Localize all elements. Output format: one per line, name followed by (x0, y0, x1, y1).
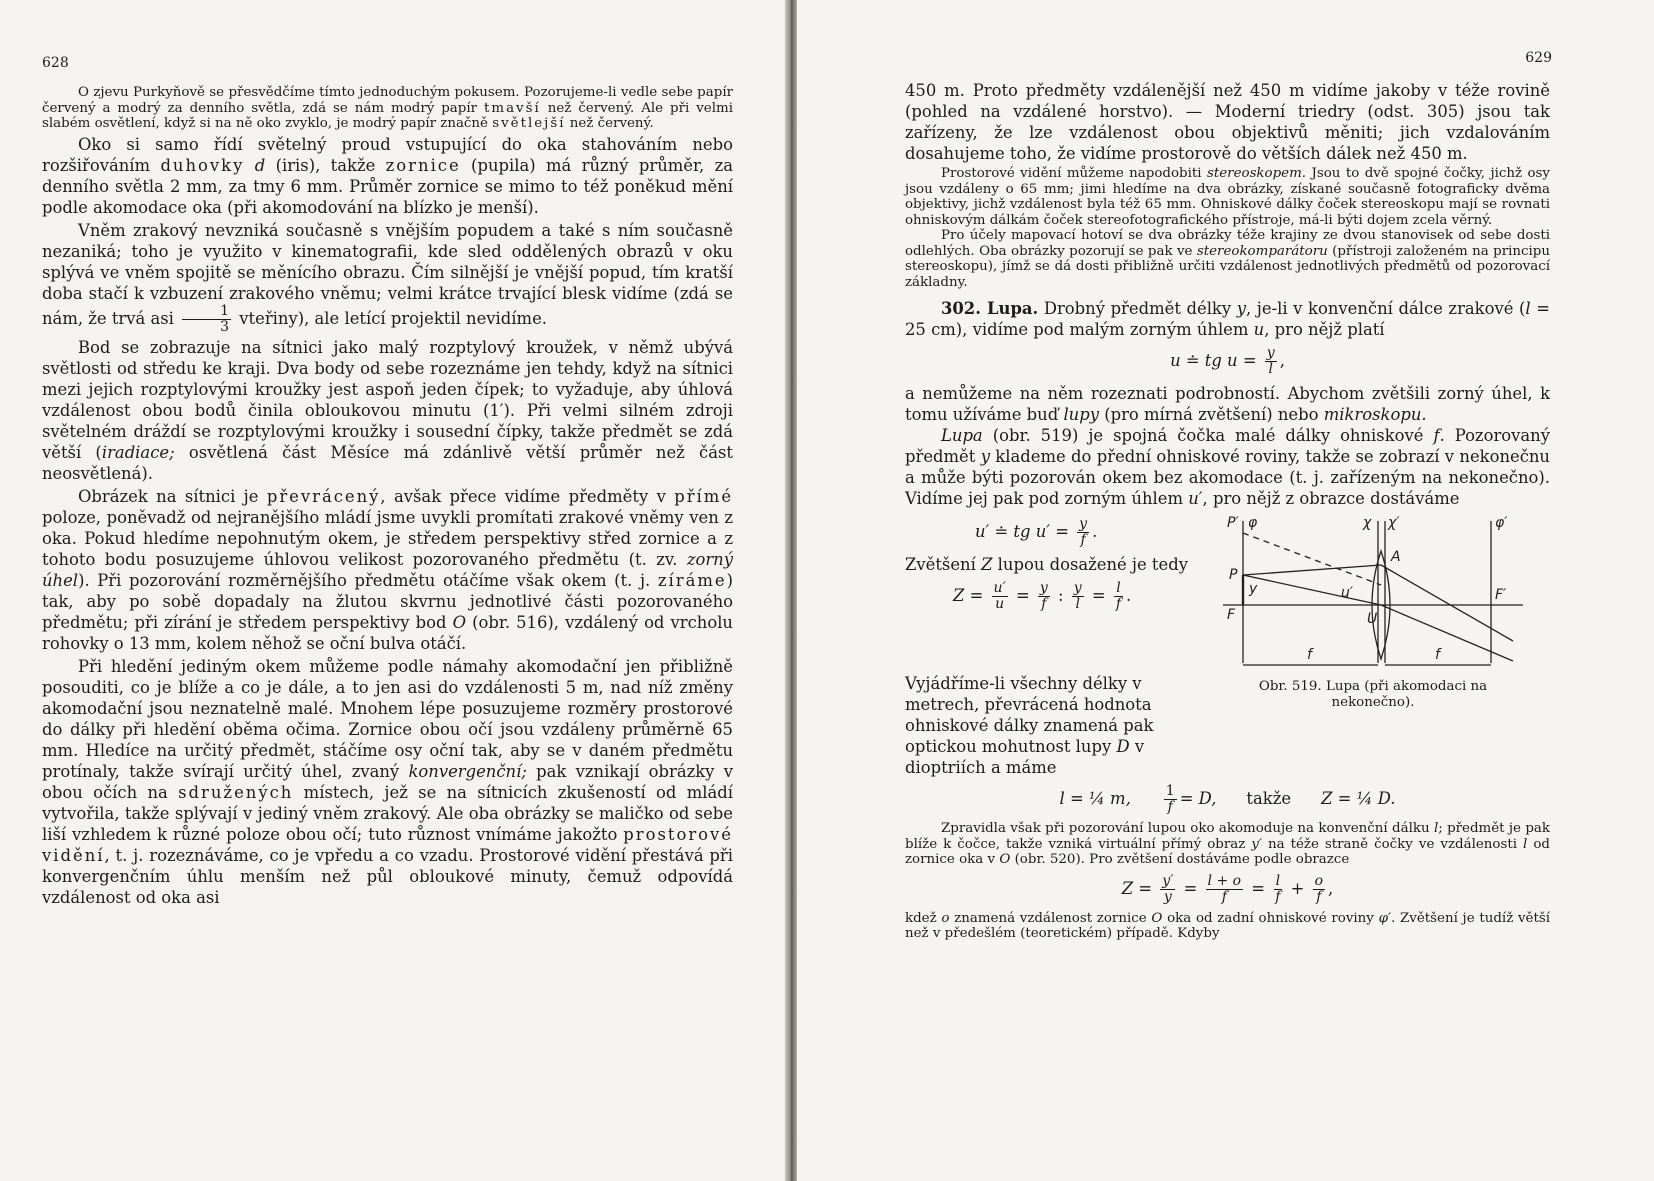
ray-1-out (1381, 565, 1513, 641)
paragraph-magnify: a nemůžeme na něm rozeznati podrobností. Abychom zvětšili zorný úhel, k tomu užíváme buď lupy (pro mírná zvětšení) nebo mikroskopu. (905, 384, 1550, 424)
paragraph-final: kdež o znamená vzdálenost zornice O oka od zadní ohniskové roviny φ′. Zvětšení je tudíž větší než v předešlém (teoretickém) případě. Kdyby (905, 910, 1550, 941)
lens-diagram (1223, 513, 1523, 673)
section-heading-lupa: 302. Lupa. (941, 299, 1039, 318)
label-a: A (1391, 549, 1401, 565)
paragraph-accommodation: Zpravidla však při pozorování lupou oko akomoduje na konvenční dálku l; předmět je pak blíže k čočce, takže vzniká virtuální přímý obraz y′ na téže straně čočky ve vzdálenosti l od zornice oka v O (obr. 520). Pro zvětšení dostáváme podle obrazce (905, 821, 1551, 867)
formula-u-prime: u′ ≐ tg u′ = $\frac{y}{f}$ . (975, 516, 1098, 548)
formula-visual-angle: u ≐ tg u = $\frac{y}{l}$ , (1170, 345, 1285, 377)
fraction-one-third: $\frac{1}{3}$ (182, 304, 231, 335)
label-f-prime: F′ (1495, 587, 1507, 603)
formula-diopter: l = ¼ m, $\frac{1}{f}$ = D, takže Z = ¼ D. (1059, 783, 1396, 815)
figure-519 (1223, 513, 1523, 710)
formula-accommodated: Z = $\frac{y'}{y}$ = $\frac{l + o}{f}$ = $\frac{l}{f}$ + $\frac{o}{f}$ , (1121, 872, 1334, 905)
figure-caption: Obr. 519. Lupa (při akomodaci na nekonečno). (1258, 679, 1488, 710)
label-phi: φ (1248, 515, 1258, 531)
paragraph-zvetseni: Zvětšení Z lupou dosažené je tedy (905, 555, 1188, 574)
book-gutter (785, 0, 797, 1181)
label-phi-prime: φ′ (1495, 515, 1508, 531)
label-y: y (1249, 581, 1258, 597)
ray-2-out (1381, 605, 1513, 661)
label-f-left: f (1307, 647, 1312, 663)
paragraph-pupil: Oko si samo řídí světelný proud vstupující do oka stahováním nebo rozšiřováním duhovky d (iris), takže zornice (pupila) má různý průměr, za denního světla 2 mm, za tmy 6 mm. Průměr zornice se mimo to též poněkud mění podle akomodace oka (při akomodování na blízko je menší). (42, 134, 734, 217)
paragraph-diopters: Vyjádříme-li všechny délky v metrech, převrácená hodnota ohniskové dálky znamená pak optickou mohutnost lupy D v dioptriích a máme (905, 674, 1154, 777)
ray-1 (1243, 565, 1381, 575)
right-page (797, 0, 1654, 1181)
formula-magnification: Z = $\frac{u'}{u}$ = $\frac{y}{f}$ : $\frac{y}{l}$ = $\frac{l}{f}$ . (953, 580, 1132, 612)
label-p-prime: P′ (1227, 515, 1239, 531)
paragraph-resolution: Bod se zobrazuje na sítnici jako malý rozptylový kroužek, v němž ubývá světlosti od středu ke kraji. Dva body od sebe rozeznáme jen tehdy, když na sítnici mezi jejich rozptylovými kroužky jest aspoň jeden čípek; to vyžaduje, aby úhlová vzdálenost obou bodů činila obloukovou minutu (1′). Při velmi silném zdroji světelném dráždí se rozptylovými kroužky i sousední čípky, takže předmět se zdá větší (iradiace; osvětlená část Měsíce má zdánlivě větší průměr než část neosvětlená). (42, 337, 734, 483)
label-f-right: f (1435, 647, 1440, 663)
label-u-prime: u′ (1341, 585, 1354, 601)
paragraph-stereoscope: Prostorové vidění můžeme napodobiti stereoskopem. Jsou to dvě spojné čočky, jichž osy jsou vzdáleny o 65 mm; jimi hledíme na dva obrázky, získané současně fotograficky dvěma objektivy, jichž vzdálenost byla též 65 mm. Ohniskové dálky čoček stereoskopu mají se rovnati ohniskovým dálkám čoček stereofotografického přístroje, má-li býti dojem zcela věrný. (905, 166, 1550, 228)
paragraph-section-302: 302. Lupa. Drobný předmět délky y, je-li v konvenční dálce zrakové (l = 25 cm), vidíme pod malým zorným úhlem u, pro nějž platí (905, 299, 1550, 339)
paragraph-inverted-image: Obrázek na sítnici je převrácený, avšak přece vidíme předměty v přímé poloze, poněvadž od nejranějšího mládí jsme uvykli promítati zrakové vněmy ven z oka. Pokud hledíme nepohnutým okem, je středem perspektivy střed zornice a z tohoto bodu posuzujeme úhlovou velikost pozorovaného předmětu (t. zv. zorný úhel). Při pozorování rozměrnějšího předmětu otáčíme však okem (t. j. zíráme) tak, aby po sobě dopadaly na žlutou skvrnu jednotlivé části pozorovaného předmětu; při zírání je středem perspektivy bod O (obr. 516), vzdálený od vrcholu rohovky o 13 mm, kolem něhož se oční bulva otáčí. (42, 486, 734, 653)
ray-dashed (1243, 533, 1381, 585)
label-u: U (1367, 611, 1378, 627)
paragraph-lupa-definition: Lupa (obr. 519) je spojná čočka malé dálky ohniskové f. Pozorovaný předmět y klademe do přední ohniskové roviny, takže se zobrazí v nekonečnu a může býti pozorován okem bez akomodace (t. j. zařízeným na nekonečno). Vidíme jej pak pod zorným úhlem u′, pro nějž z obrazce dostáváme (905, 426, 1550, 508)
label-f-point: F (1227, 607, 1236, 623)
paragraph-purkinje: O zjevu Purkyňově se přesvědčíme tímto jednoduchým pokusem. Pozorujeme-li vedle sebe papír červený a modrý za denního světla, zdá se nám modrý papír tmavší než červený. Ale při velmi slabém osvětlení, když si na ně oko zvyklo, je modrý papír značně světlejší než červený. (42, 85, 733, 131)
page-number-right: 629 (1525, 50, 1552, 66)
left-page (0, 0, 785, 1181)
page-number-left: 628 (42, 55, 69, 71)
paragraph-binocular: Při hledění jediným okem můžeme podle námahy akomodační jen přibližně posouditi, co je blíže a co je dále, a to jen asi do vzdálenosti 5 m, nad níž změny akomodační jsou neznatelně malé. Mnohem lépe posuzujeme rozměry prostorové do dálky při hledění oběma očima. Zornice obou očí jsou vzdáleny průměrně 65 mm. Hledíce na určitý předmět, stáčíme osy oční tak, aby se v daném předmětu protínaly, takže svírají určitý úhel, zvaný konvergenční; pak vznikají obrázky v obou očích na sdružených místech, jež se na sítnicích zkušeností od mládí vytvořila, takže splývají v jediný vněm zrakový. Ale oba obrázky se maličko od sebe liší vzhledem k různé poloze obou očí; tuto různost vnímáme jakožto prostorové vidění, t. j. rozeznáváme, co je vpředu a co vzadu. Prostorové vidění přestává při konvergenčním úhlu menším než půl obloukové minuty, čemuž odpovídá vzdálenost od oka asi (42, 656, 733, 907)
paragraph-450m: 450 m. Proto předměty vzdálenější než 450 m vidíme jakoby v téže rovině (pohled na vzdálené horstvo). — Moderní triedry (odst. 305) jsou tak zařízeny, že lze vzdálenost obou objektivů měniti; jich vzdalováním dosahujeme toho, že vidíme prostorově do větších dálek než 450 m. (905, 81, 1550, 163)
figure-block (905, 513, 1550, 713)
label-p: P (1229, 567, 1238, 583)
figure-text-column (905, 513, 1217, 618)
paragraph-perception-time: Vněm zrakový nevzniká současně s vnějším popudem a také s ním současně nezaniká; toho je využito v kinematografii, kde sled oddělených obrazů v oku splývá ve vněm spojitě se měnícího obrazu. Čím silnější je vnější popud, tím kratší doba stačí k vzbuzení zrakového vněmu; velmi krátce trvající blesk vidíme (zdá se nám, že trvá asi $\frac{1}{3}$ vteřiny), ale letící projektil nevidíme. (42, 220, 733, 335)
label-chi: χ (1363, 515, 1372, 531)
paragraph-stereocomparator: Pro účely mapovací hotoví se dva obrázky téže krajiny ze dvou stanovisek od sebe dosti odlehlých. Oba obrázky pozorují se pak ve stereokomparátoru (přístroji založeném na principu stereoskopu), jímž se dá dosti přibližně určiti vzdálenost jednotlivých předmětů od pozorovací základny. (905, 228, 1550, 290)
ray-2 (1243, 575, 1381, 605)
label-chi-prime: χ′ (1388, 515, 1400, 531)
